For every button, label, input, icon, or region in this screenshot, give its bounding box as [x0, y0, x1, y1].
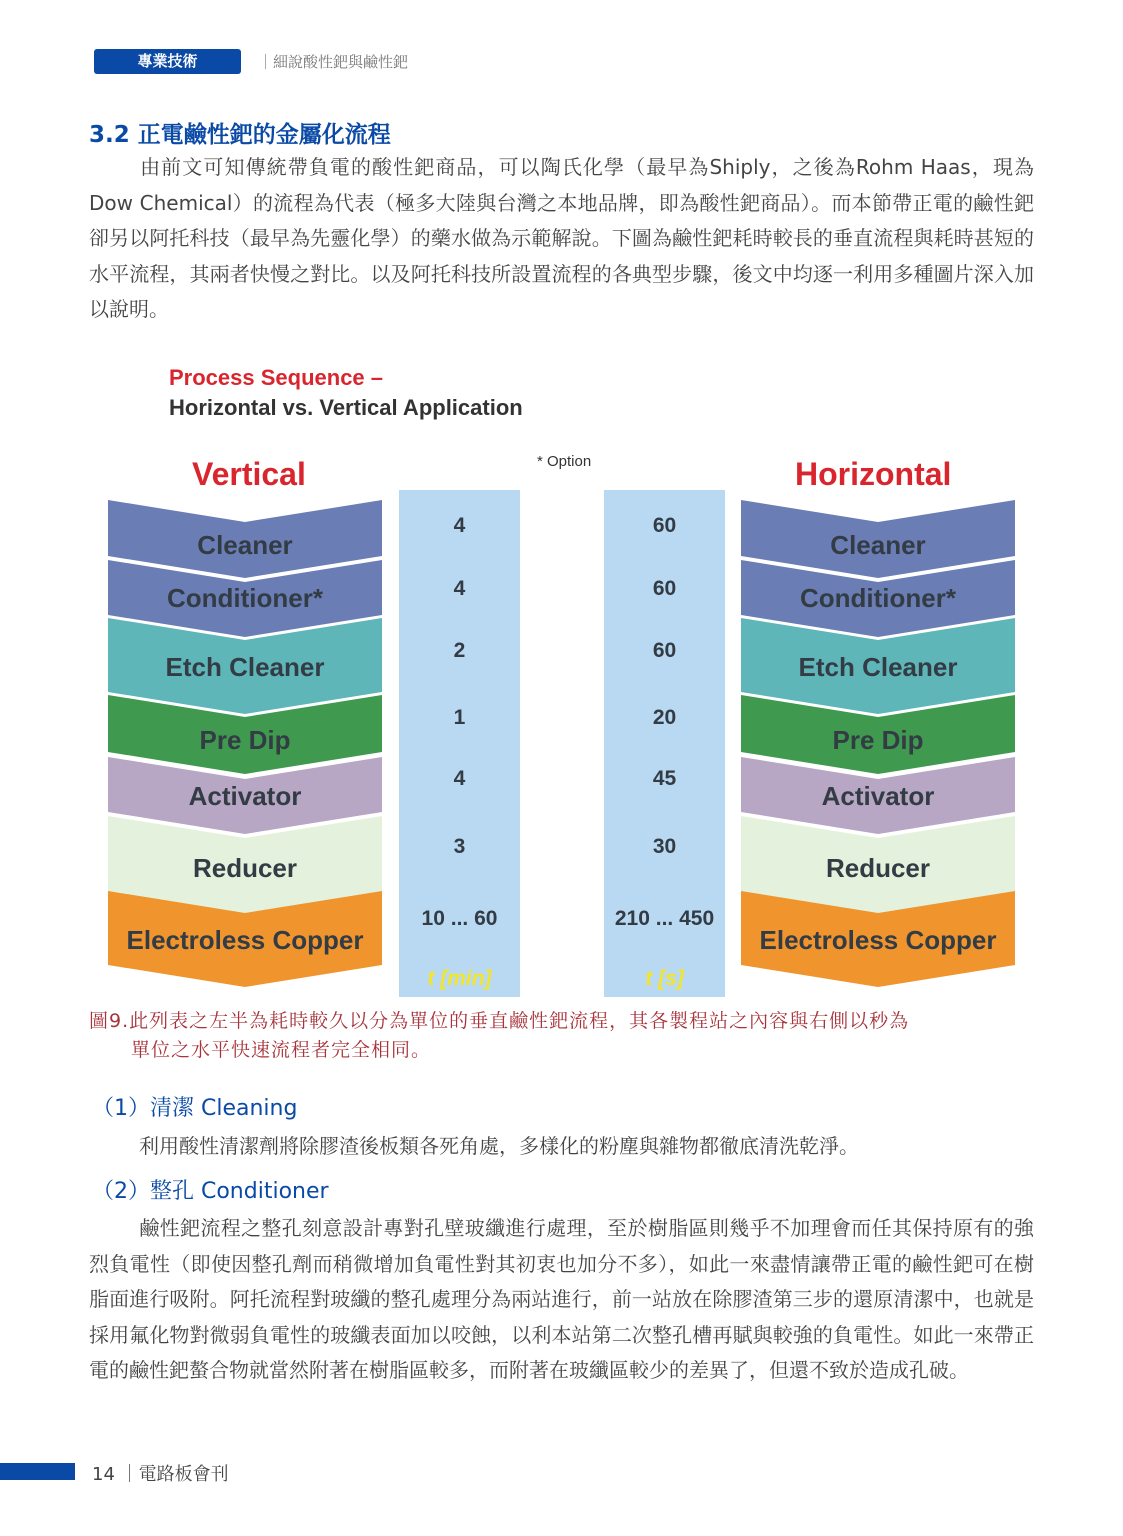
- step-label: Activator: [821, 781, 935, 811]
- step-label: Reducer: [825, 853, 931, 883]
- step-label: Conditioner*: [167, 583, 323, 613]
- journal-name: ｜電路板會刊: [120, 1464, 229, 1485]
- vertical-heading: Vertical: [192, 456, 306, 492]
- breadcrumb: ｜細說酸性鈀與鹼性鈀: [258, 53, 409, 71]
- step-label: Conditioner*: [800, 583, 956, 613]
- step-time: 4: [453, 514, 466, 537]
- conditioner-text: 鹼性鈀流程之整孔刻意設計專對孔壁玻纖進行處理，至於樹脂區則幾乎不加理會而任其保持原有的強烈負電性（即使因整孔劑而稍微增加負電性對其初衷也加分不多），如此一來盡情讓帶正電的鹼性鈀可在樹脂面進行吸附。阿托流程對玻纖的整孔處理分為兩站進行，前一站放在除膠渣第三步的還原清潔中，也就是採用氟化物對微弱負電性的玻纖表面加以咬蝕，以利本站第二次整孔槽再賦與較強的負電性。如此一來帶正電的鹼性鈀螯合物就當然附著在樹脂區較多，而附著在玻纖區較少的差異了，但還不致於造成孔破。: [89, 1216, 1034, 1382]
- intro-text: 由前文可知傳統帶負電的酸性鈀商品，可以陶氏化學（最早為Shiply，之後為Rohm Haas，現為Dow Chemical）的流程為代表（極多大陸與台灣之本地品牌，即為酸性鈀商品）。而本節帶正電的鹼性鈀卻另以阿托科技（最早為先靈化學）的藥水做為示範解說。下圖為鹼性鈀耗時較長的垂直流程與耗時甚短的水平流程，其兩者快慢之對比。以及阿托科技所設置流程的各典型步驟，後文中均逐一利用多種圖片深入加以說明。: [89, 155, 1034, 321]
- step-time: 210 ... 450: [614, 907, 715, 930]
- time-unit-label: t [min]: [427, 967, 492, 990]
- figure-title: Process Sequence –: [169, 365, 384, 390]
- figure-caption-cont: 單位之水平快速流程者完全相同。: [131, 1039, 432, 1061]
- figure-subtitle: Horizontal vs. Vertical Application: [169, 395, 523, 420]
- step-time: 1: [453, 706, 466, 729]
- step-time: 60: [652, 514, 677, 537]
- step-label: Etch Cleaner: [165, 652, 325, 682]
- step-time: 60: [652, 577, 677, 600]
- step-time: 4: [453, 767, 466, 790]
- step-time: 3: [453, 835, 466, 858]
- step-time: 4: [453, 577, 466, 600]
- step-label: Electroless Copper: [126, 925, 364, 955]
- section-title: 3.2 正電鹼性鈀的金屬化流程: [89, 122, 391, 148]
- horizontal-heading: Horizontal: [795, 456, 952, 492]
- subsection-cleaning-title: （1）清潔 Cleaning: [92, 1096, 298, 1121]
- step-time: 20: [652, 706, 677, 729]
- section-badge: 專業技術: [94, 49, 241, 74]
- step-time: 10 ... 60: [421, 907, 498, 930]
- step-time: 60: [652, 639, 677, 662]
- step-time: 2: [453, 639, 466, 662]
- time-unit-label: t [s]: [645, 967, 684, 990]
- intro-paragraph: [89, 150, 1034, 328]
- subsection-conditioner-title: （2）整孔 Conditioner: [92, 1179, 329, 1204]
- page-number: 14: [92, 1464, 115, 1485]
- step-label: Cleaner: [197, 530, 293, 560]
- cleaning-text: 利用酸性清潔劑將除膠渣後板類各死角處，多樣化的粉塵與雜物都徹底清洗乾淨。: [139, 1134, 859, 1158]
- step-label: Activator: [188, 781, 302, 811]
- conditioner-paragraph: [89, 1211, 1034, 1389]
- option-note: * Option: [537, 453, 592, 470]
- step-label: Electroless Copper: [759, 925, 997, 955]
- figure-caption: 圖9.此列表之左半為耗時較久以分為單位的垂直鹼性鈀流程，其各製程站之內容與右側以秒為: [89, 1010, 910, 1032]
- cleaning-paragraph: [89, 1129, 1034, 1165]
- step-label: Reducer: [192, 853, 298, 883]
- minutes-column: [399, 490, 520, 997]
- footer-bar: [0, 1463, 75, 1480]
- step-label: Pre Dip: [199, 725, 291, 755]
- step-label: Pre Dip: [832, 725, 924, 755]
- footer: [92, 1460, 229, 1486]
- step-time: 45: [652, 767, 677, 790]
- step-label: Etch Cleaner: [798, 652, 958, 682]
- seconds-column: [604, 490, 725, 997]
- step-label: Cleaner: [830, 530, 926, 560]
- step-time: 30: [652, 835, 677, 858]
